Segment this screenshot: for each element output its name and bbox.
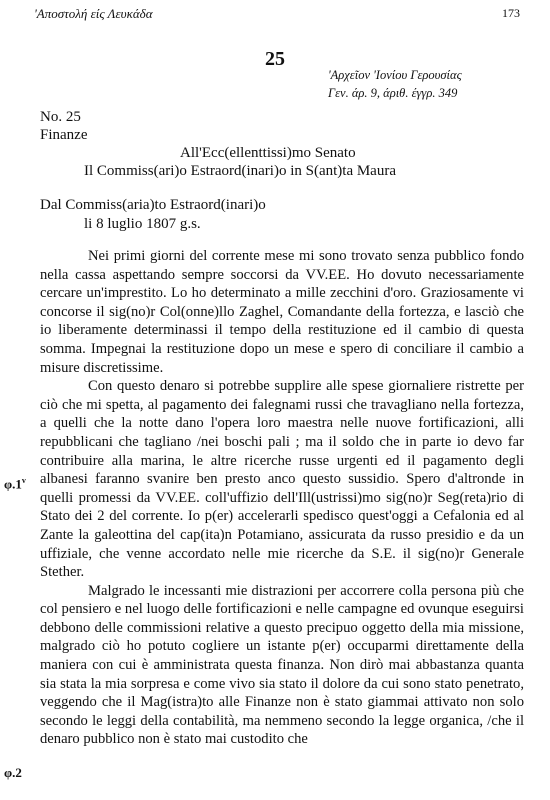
document-no-label: No. 25 [40, 109, 81, 125]
paragraph-1: Nei primi giorni del corrente mese mi sono trovato senza pubblico fondo nella cassa aspettando sempre soccorsi da VV.EE. Ho dovuto necessariamente cercare un'imprestito. Lo ho determinato a mille zecchini d'oro. Graziosamente vi concorse il sig(no)r Col(onne)llo Zaghel, Comandante della fortezza, e lasciò che io liberamente determinassi il tempo della restituzione ed il cambio di questa somma. Impegnai la restituzione dopo un mese e spero di conciliare il cambio a misure discretissime. [40, 248, 524, 376]
document-category: Finanze [40, 127, 88, 143]
letter-body [40, 247, 524, 749]
sender-date: li 8 luglio 1807 g.s. [84, 216, 201, 232]
page-number: 173 [502, 6, 520, 20]
sender-block [40, 196, 266, 234]
addressee-block [40, 144, 520, 180]
running-head: 'Αποστολή είς Λευκάδα [34, 6, 153, 21]
margin-note-1-text: φ.1 [4, 476, 22, 492]
archive-reference [328, 66, 462, 102]
addressee-line-1: All'Ecc(ellenttissi)mo Senato [180, 145, 356, 161]
addressee-line-2: Il Commiss(ari)o Estraord(inari)o in S(ant)ta Maura [84, 163, 396, 179]
margin-folio-note-2: φ.2 [4, 765, 22, 780]
archive-reference-line-2: Γεν. άρ. 9, άριθ. έγγρ. 349 [328, 86, 458, 100]
document-label [40, 108, 87, 144]
margin-folio-note-1 [4, 476, 26, 492]
sender-line-1: Dal Commiss(aria)to Estraord(inari)o [40, 197, 266, 213]
paragraph-2: Con questo denaro si potrebbe supplire alle spese giornaliere ristrette per ciò che mi spetta, al pagamento dei falegnami russi che travagliano nella fortezza, a quelli che la notte dano l'opera loro maestra nelle nuove fortificazioni, alli repubblicani che tagliano /nei boschi pali ; ma il soldo che in parte io devo far contribuire alla marina, le altre ricerche russe urgenti ed il pagamento degli albanesi faranno svanire ben presto anco questo sussidio. Spero d'altronde in quelli promessi da VV.EE. coll'uffizio dell'Ill(ustrissi)mo sig(no)r Seg(reta)rio di Stato dei 2 del corrente. Io p(er) accelerarli spedisco quest'oggi a Cefalonia ed al Zante la galeottina del cap(ita)n Potamiano, assicurata da russo presidio e da un uffiziale, che venne accordato nelle mie ricerche da S.E. il sig(no)r Generale Stether. [40, 378, 524, 581]
document-number: 25 [265, 48, 285, 70]
paragraph-3: Malgrado le incessanti mie distrazioni per accorrere colla persona più che col pensiero e nel luogo delle fortificazioni e nelle campagne ed ovunque eseguirsi debbono delle commissioni relative a questo precipuo oggetto della mia missione, malgrado ciò ho potuto cogliere un istante p(er) occuparmi direttamente della maniera con cui è amministrata questa finanza. Non dirò mai abbastanza quanta sia stata la mia sorpresa e come vivo sia stato il dolore da cui sono stato penetrato, veggendo che il Mag(istra)to alle Finanze non è stato giammai attivato non solo secondo le leggi della contabilità, ma nemmeno secondo la legge organica, /che il denaro pubblico non è stato mai custodito che [40, 582, 524, 748]
margin-note-1-sup: v [21, 476, 26, 485]
archive-reference-line-1: 'Αρχεῖον 'Ιονίου Γερουσίας [328, 68, 462, 82]
